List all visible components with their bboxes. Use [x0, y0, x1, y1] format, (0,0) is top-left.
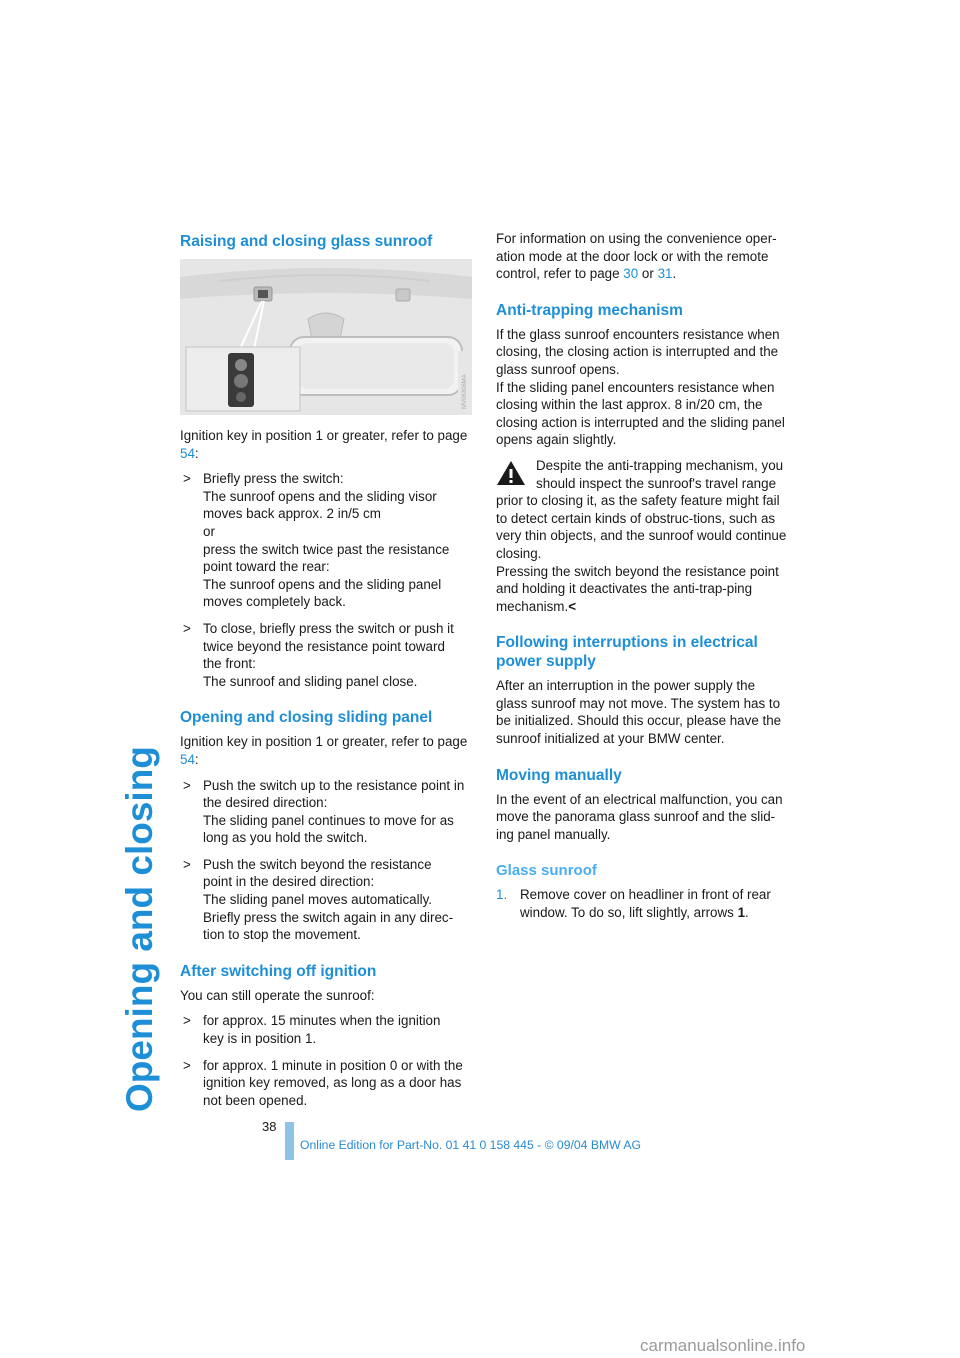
warning-note: Despite the anti-trapping mechanism, you should inspect the sunroof's travel range prior to closing it, as the safety feature might fail to detect certain kinds of obstruc-tions, such as very thin objects, and the sunroof would continue closing. Pressing the switch beyond the resistance point and holding it deactivates the anti-trap-ping mechanism.<	[496, 457, 787, 614]
page-link-54[interactable]: 54	[180, 751, 195, 767]
left-column	[180, 226, 472, 1118]
heading-sliding: Opening and closing sliding panel	[180, 709, 433, 727]
convenience-text: For information on using the convenience oper-ation mode at the door lock or with the remote control, refer to page 30 or 31.	[496, 231, 777, 282]
anti-para-1: If the glass sunroof encounters resistance when closing, the closing action is interrupted and the glass sunroof opens.	[496, 326, 780, 377]
side-chapter-title	[90, 232, 166, 1112]
anti-para-2: If the sliding panel encounters resistance when closing within the last approx. 8 in/20 cm, the closing action is interrupted and the sliding panel opens again slightly.	[496, 379, 785, 448]
heading-glass-sunroof: Glass sunroof	[496, 862, 597, 880]
sliding-intro: Ignition key in position 1 or greater, refer to page 54:	[180, 734, 468, 767]
figure-code: MV06306MA	[462, 374, 468, 409]
list-item: > To close, briefly press the switch or push it twice beyond the resistance point toward the front: The sunroof and sliding panel close.	[183, 620, 454, 689]
heading-interruptions: Following interruptions in electrical power supply	[496, 634, 758, 671]
after-intro: You can still operate the sunroof:	[180, 987, 375, 1003]
list-item: > Push the switch up to the resistance point in the desired direction: The sliding panel continues to move for as long as you hold the switch.	[183, 777, 465, 846]
page-link-30[interactable]: 30	[623, 266, 639, 282]
site-watermark: carmanualsonline.info	[640, 1336, 806, 1355]
raising-intro: Ignition key in position 1 or greater, refer to page 54:	[180, 428, 468, 461]
heading-anti-trapping: Anti-trapping mechanism	[496, 301, 683, 319]
heading-raising: Raising and closing glass sunroof	[180, 233, 433, 250]
list-item: > Briefly press the switch: The sunroof opens and the sliding visor moves back approx. 2 in/5 cm or press the switch twice past the resistance point toward the rear: The sunroof opens and the sliding panel moves completely back.	[183, 471, 450, 610]
page-link-54[interactable]: 54	[180, 445, 195, 461]
interruptions-para: After an interruption in the power supply the glass sunroof may not move. The system has to be initialized. Should this occur, please have the sunroof initialized at your BMW center.	[496, 678, 782, 747]
list-item: > Push the switch beyond the resistance point in the desired direction: The sliding panel moves automatically. Briefly press the switch again in any direc- tion to stop the movement.	[183, 856, 454, 943]
list-item: > for approx. 15 minutes when the ignition key is in position 1.	[183, 1013, 441, 1047]
right-column	[496, 226, 788, 922]
footer-bar	[285, 1122, 294, 1160]
list-item: > for approx. 1 minute in position 0 or with the ignition key removed, as long as a door has not been opened.	[183, 1057, 463, 1108]
heading-after-ignition: After switching off ignition	[180, 962, 377, 980]
side-chapter-title-text: Opening and closing	[119, 746, 160, 1112]
warning-icon	[496, 459, 526, 487]
sunroof-switch-figure	[180, 259, 472, 415]
page-number: 38	[262, 1119, 277, 1134]
page-link-31[interactable]: 31	[657, 266, 673, 282]
heading-moving-manually: Moving manually	[496, 766, 622, 784]
footer-edition: Online Edition for Part-No. 01 41 0 158 445 - © 09/04 BMW AG	[300, 1138, 641, 1152]
step-item: 1. Remove cover on headliner in front of rear window. To do so, lift slightly, arrows 1.	[496, 887, 771, 921]
manual-para: In the event of an electrical malfunction, you can move the panorama glass sunroof and the slid-ing panel manually.	[496, 791, 783, 842]
